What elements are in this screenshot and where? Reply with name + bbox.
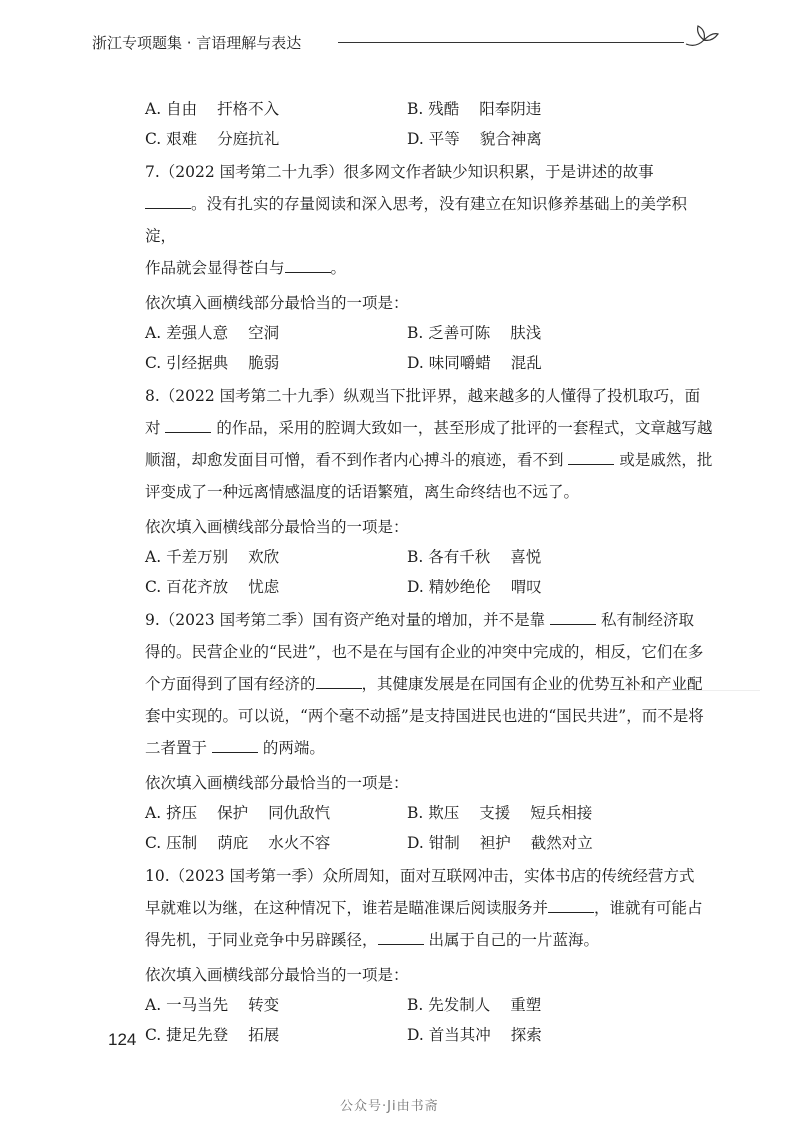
option-b: B. 各有千秋 喜悦	[407, 548, 542, 566]
question-text: 套中实现的。可以说，“两个毫不动摇”是支持国进民也进的“国民共进”，而不是将	[145, 707, 704, 725]
q7-options	[145, 322, 715, 374]
page-number: 124	[108, 1030, 137, 1049]
question-7	[145, 156, 715, 284]
sprout-icon	[682, 22, 722, 52]
answer-blank	[165, 418, 211, 433]
answer-blank	[550, 610, 596, 625]
question-text: 得的。民营企业的“民进”，也不是在与国有企业的冲突中完成的，相反，它们在多	[145, 643, 704, 661]
option-b: B. 先发制人 重塑	[407, 996, 542, 1014]
question-text: 早就难以为继，在这种情况下，谁若是瞄准课后阅读服务并 ，谁就有可能占	[145, 899, 703, 917]
option-a: A. 一马当先 转变	[145, 996, 280, 1014]
header-rule	[338, 42, 684, 43]
question-text: 对 的作品，采用的腔调大致如一，甚至形成了批评的一套程式，文章越写越	[145, 419, 713, 437]
question-9	[145, 604, 715, 764]
scan-artifact-line	[620, 690, 760, 691]
question-text: 9.（2023 国考第二季）国有资产绝对量的增加，并不是靠 私有制经济取	[145, 611, 695, 629]
question-text: 顺溜，却愈发面目可憎，看不到作者内心搏斗的痕迹，看不到 或是戚然，批	[145, 451, 713, 469]
q9-options	[145, 802, 715, 854]
question-text: 10.（2023 国考第一季）众所周知，面对互联网冲击，实体书店的传统经营方式	[145, 867, 695, 885]
option-d: D. 首当其冲 探索	[407, 1026, 542, 1044]
option-c: C. 压制 荫庇 水火不容	[145, 834, 331, 852]
question-text: 二者置于 的两端。	[145, 739, 325, 757]
option-c: C. 引经据典 脆弱	[145, 354, 280, 372]
option-b: B. 乏善可陈 肤浅	[407, 324, 542, 342]
question-text: 。没有扎实的存量阅读和深入思考，没有建立在知识修养基础上的美学积淀，	[145, 195, 688, 245]
option-c: C. 艰难 分庭抗礼	[145, 130, 280, 148]
answer-blank	[568, 450, 614, 465]
question-text: 作品就会显得苍白与 。	[145, 259, 347, 277]
watermark: 公众号·Ji由书斋	[340, 1099, 439, 1114]
option-d: D. 钳制 袒护 截然对立	[407, 834, 593, 852]
question-text: 评变成了一种远离情感温度的话语繁殖，离生命终结也不远了。	[145, 483, 580, 501]
answer-blank	[285, 258, 331, 273]
page-content	[145, 94, 715, 1052]
question-text: 个方面得到了国有经济的 ，其健康发展是在同国有企业的优势互补和产业配	[145, 675, 703, 693]
question-prompt: 依次填入画横线部分最恰当的一项是：	[145, 774, 409, 792]
option-c: C. 捷足先登 拓展	[145, 1026, 280, 1044]
question-8	[145, 380, 715, 508]
running-header	[92, 30, 732, 60]
answer-blank	[212, 738, 258, 753]
answer-blank	[548, 898, 594, 913]
answer-blank	[145, 194, 191, 209]
option-d: D. 味同嚼蜡 混乱	[407, 354, 542, 372]
option-c: C. 百花齐放 忧虑	[145, 578, 280, 596]
answer-blank	[316, 674, 362, 689]
q8-options	[145, 546, 715, 598]
option-d: D. 精妙绝伦 喟叹	[407, 578, 542, 596]
option-b: B. 残酷 阳奉阴违	[407, 100, 542, 118]
question-10	[145, 860, 715, 956]
option-d: D. 平等 貌合神离	[407, 130, 542, 148]
header-title: 浙江专项题集 · 言语理解与表达	[92, 34, 302, 52]
question-prompt: 依次填入画横线部分最恰当的一项是：	[145, 294, 409, 312]
question-prompt: 依次填入画横线部分最恰当的一项是：	[145, 518, 409, 536]
q10-options	[145, 994, 715, 1046]
question-text: 得先机，于同业竞争中另辟蹊径， 出属于自己的一片蓝海。	[145, 931, 599, 949]
q6-options	[145, 98, 715, 150]
question-prompt: 依次填入画横线部分最恰当的一项是：	[145, 966, 409, 984]
option-a: A. 自由 扞格不入	[145, 100, 280, 118]
option-a: A. 差强人意 空洞	[145, 324, 280, 342]
question-text: 7.（2022 国考第二十九季）很多网文作者缺少知识积累，于是讲述的故事	[145, 163, 654, 181]
option-b: B. 欺压 支援 短兵相接	[407, 804, 593, 822]
option-a: A. 千差万别 欢欣	[145, 548, 280, 566]
question-text: 8.（2022 国考第二十九季）纵观当下批评界，越来越多的人懂得了投机取巧，面	[145, 387, 701, 405]
answer-blank	[378, 930, 424, 945]
option-a: A. 挤压 保护 同仇敌忾	[145, 804, 331, 822]
